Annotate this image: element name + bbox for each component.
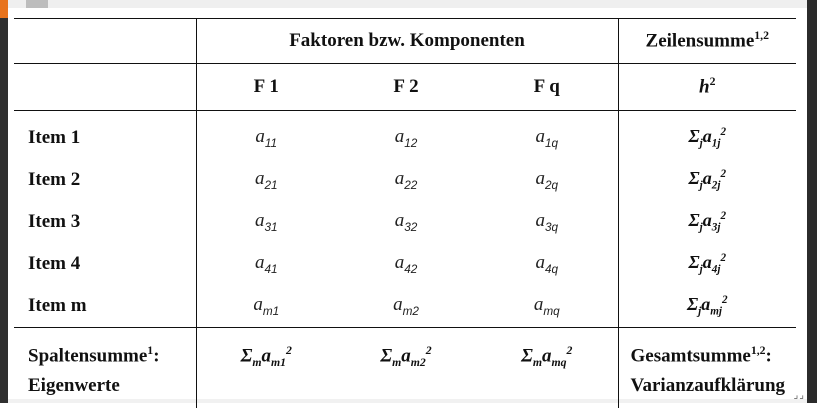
row-sum-cell: $\Sigma_ja_{4j}^2$	[618, 243, 796, 285]
window-accent-marker	[0, 0, 8, 18]
table-row	[14, 159, 796, 201]
table-row	[14, 111, 796, 160]
row-sum-cell: $\Sigma_ja_{3j}^2$	[618, 201, 796, 243]
footer-sum-f2: $\Sigma_ma_{m2}^2$	[336, 328, 476, 408]
resize-grip-icon[interactable]: ⌟⌟	[794, 390, 805, 401]
loading-cell: $a_{mq}$	[476, 285, 618, 328]
footer-label: Spaltensumme$^1$: Eigenwerte	[14, 328, 196, 408]
col-header-h2: $h^2$	[618, 64, 796, 111]
row-sum-cell: $\Sigma_ja_{mj}^2$	[618, 285, 796, 328]
table-row	[14, 201, 796, 243]
row-sum-cell: $\Sigma_ja_{1j}^2$	[618, 111, 796, 160]
subheader-empty-cell	[14, 64, 196, 111]
loading-cell: $a_{m2}$	[336, 285, 476, 328]
row-label: Item 1	[14, 111, 196, 160]
loading-cell: $a_{31}$	[196, 201, 336, 243]
footer-sum-fq: $\Sigma_ma_{mq}^2$	[476, 328, 618, 408]
loading-cell: $a_{4q}$	[476, 243, 618, 285]
col-header-f2: F 2	[336, 64, 476, 111]
table-row	[14, 243, 796, 285]
loading-cell: $a_{12}$	[336, 111, 476, 160]
window-top-edge	[8, 0, 817, 8]
rowsum-title: Zeilensumme$^{1,2}$	[618, 19, 796, 64]
loading-cell: $a_{22}$	[336, 159, 476, 201]
table-header-row	[14, 19, 796, 64]
row-label: Item 4	[14, 243, 196, 285]
header-empty-cell	[14, 19, 196, 64]
footer-sum-f1: $\Sigma_ma_{m1}^2$	[196, 328, 336, 408]
loading-cell: $a_{32}$	[336, 201, 476, 243]
col-header-f1: F 1	[196, 64, 336, 111]
row-label: Item 2	[14, 159, 196, 201]
footer-total: Gesamtsumme$^{1,2}$: Varianzaufklärung	[618, 328, 796, 408]
factor-loadings-table	[14, 18, 796, 408]
row-sum-cell: $\Sigma_ja_{2j}^2$	[618, 159, 796, 201]
row-label: Item 3	[14, 201, 196, 243]
window-right-edge	[807, 0, 817, 403]
scroll-knob[interactable]	[26, 0, 48, 8]
loading-cell: $a_{41}$	[196, 243, 336, 285]
table-row	[14, 285, 796, 328]
window-left-edge	[0, 0, 8, 403]
table-footer-row	[14, 328, 796, 408]
loading-cell: $a_{21}$	[196, 159, 336, 201]
table-subheader-row	[14, 64, 796, 111]
loading-cell: $a_{11}$	[196, 111, 336, 160]
loading-cell: $a_{2q}$	[476, 159, 618, 201]
col-header-fq: F q	[476, 64, 618, 111]
loading-cell: $a_{3q}$	[476, 201, 618, 243]
factors-title: Faktoren bzw. Komponenten	[196, 19, 618, 64]
loading-cell: $a_{1q}$	[476, 111, 618, 160]
row-label: Item m	[14, 285, 196, 328]
loading-cell: $a_{m1}$	[196, 285, 336, 328]
loading-cell: $a_{42}$	[336, 243, 476, 285]
